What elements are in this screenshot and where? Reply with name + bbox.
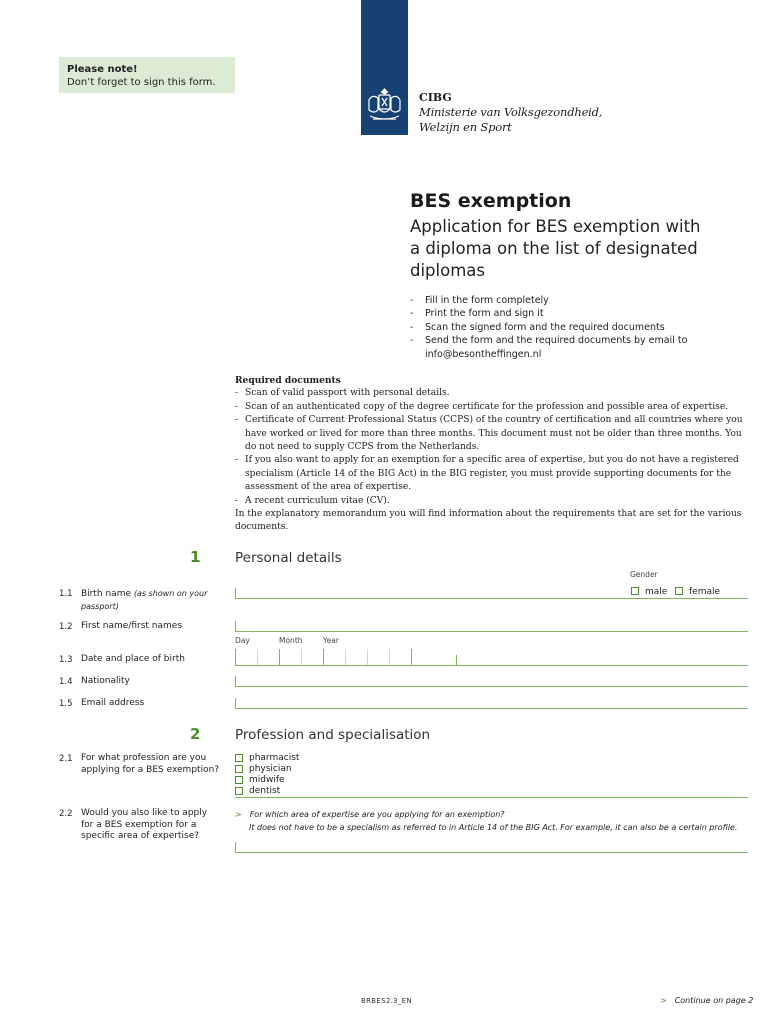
date-box-divider: [345, 649, 346, 665]
gender-female-checkbox[interactable]: [675, 587, 683, 595]
area-expertise-prompt: [235, 808, 737, 834]
month-label: Month: [279, 636, 303, 645]
required-footer: In the explanatory memorandum you will find information about the requirements that are set for the various documents.: [235, 509, 742, 533]
field-label: Would you also like to apply for a BES exemption for a specific area of expertise?: [81, 808, 208, 841]
prompt-text: For which area of expertise are you applying for an exemption?: [249, 810, 505, 819]
required-item: - Certificate of Current Professional Status (CCPS) of the country of certification and all countries where you have worked or lived for more than three months. This document must not be older than three months. You do not need to supply CCPS from the Netherlands.: [235, 414, 750, 454]
input-cursor-mark: [235, 842, 236, 852]
date-box-divider: [389, 649, 390, 665]
input-cursor-mark: [235, 698, 236, 708]
field-label-hint: (as shown on your passport): [81, 589, 208, 611]
field-number: 1.4: [59, 677, 73, 687]
required-heading: Required documents: [235, 375, 341, 386]
profession-label: physician: [249, 764, 292, 774]
first-name-field[interactable]: [235, 631, 748, 632]
field-number: 1.1: [59, 589, 73, 599]
royal-coat-of-arms-icon: [364, 86, 405, 124]
required-item: - Scan of valid passport with personal details.: [235, 387, 750, 400]
note-text: Don’t forget to sign this form.: [67, 77, 216, 88]
input-cursor-mark: [235, 621, 236, 631]
logo-org: CIBG: [419, 91, 452, 104]
profession-label: pharmacist: [249, 753, 300, 763]
page-subtitle: Application for BES exemption with a diploma on the list of designated diplomas: [410, 217, 701, 280]
field-label: First name/first names: [81, 621, 183, 631]
gender-female-label: female: [689, 587, 721, 597]
area-expertise-field[interactable]: [235, 852, 748, 853]
continue-text: Continue on page 2: [674, 996, 754, 1005]
dentist-checkbox[interactable]: [235, 787, 243, 795]
field-number: 1.5: [59, 699, 73, 709]
profession-label: midwife: [249, 775, 285, 785]
field-label: For what profession are you applying for a BES exemption?: [81, 753, 220, 775]
gender-male-label: male: [645, 587, 668, 597]
logo-line2: Ministerie van Volksgezondheid,: [419, 105, 603, 119]
form-code: BRBES2.3_EN: [361, 997, 412, 1005]
date-place-birth-field[interactable]: [235, 665, 748, 666]
field-number: 2.2: [59, 809, 73, 819]
field-label: Date and place of birth: [81, 654, 185, 664]
input-cursor-mark: [235, 676, 236, 686]
field-label: [81, 588, 221, 613]
date-box-divider: [235, 649, 236, 665]
required-documents: [235, 374, 750, 535]
prompt-hint: It does not have to be a specialism as referred to in Article 14 of the BIG Act. For example, it can also be a certain profile.: [249, 823, 738, 832]
place-cursor-mark: [456, 655, 457, 665]
field-label-text: Birth name: [81, 589, 131, 599]
email-field[interactable]: [235, 708, 748, 709]
gender-male-checkbox[interactable]: [631, 587, 639, 595]
please-note-box: [59, 57, 235, 93]
instruction-item: - Scan the signed form and the required documents: [410, 321, 710, 334]
input-cursor-mark: [235, 588, 236, 598]
physician-checkbox[interactable]: [235, 765, 243, 773]
note-title: Please note!: [67, 64, 138, 75]
date-box-divider: [367, 649, 368, 665]
field-number: 1.2: [59, 622, 73, 632]
nationality-field[interactable]: [235, 686, 748, 687]
date-box-divider: [257, 649, 258, 665]
instruction-item: - Send the form and the required documents by email to info@besontheffingen.nl: [410, 334, 710, 361]
logo-band: [361, 0, 408, 135]
field-label: Email address: [81, 698, 145, 708]
section-title: Personal details: [235, 550, 342, 566]
ministry-logo-text: [419, 91, 602, 135]
day-label: Day: [235, 636, 250, 645]
instruction-item: - Print the form and sign it: [410, 307, 710, 320]
section-title: Profession and specialisation: [235, 727, 431, 743]
page-title: BES exemption: [410, 190, 572, 212]
date-box-divider: [411, 649, 412, 665]
date-box-divider: [279, 649, 280, 665]
arrow-icon: >: [235, 810, 242, 819]
field-number: 1.3: [59, 655, 73, 665]
field-number: 2.1: [59, 754, 73, 764]
continue-note: [660, 996, 753, 1005]
gender-label: Gender: [630, 570, 658, 579]
profession-underline: [235, 797, 748, 798]
date-box-divider: [301, 649, 302, 665]
field-label: Nationality: [81, 676, 130, 686]
section-number: 1: [190, 548, 201, 566]
logo-line3: Welzijn en Sport: [419, 120, 512, 134]
pharmacist-checkbox[interactable]: [235, 754, 243, 762]
year-label: Year: [323, 636, 339, 645]
required-item: - If you also want to apply for an exemption for a specific area of expertise, but you do not have a registered specialism (Article 14 of the BIG Act) in the BIG register, you must provide supporting documents for the assessment of the area of expertise.: [235, 454, 750, 494]
arrow-icon: >: [660, 996, 667, 1005]
required-item: - Scan of an authenticated copy of the degree certificate for the profession and possible area of expertise.: [235, 401, 750, 414]
birth-name-field[interactable]: [235, 598, 748, 599]
instructions-list: [410, 294, 710, 361]
required-item: - A recent curriculum vitae (CV).: [235, 495, 750, 508]
profession-label: dentist: [249, 786, 281, 796]
instruction-item: - Fill in the form completely: [410, 294, 710, 307]
midwife-checkbox[interactable]: [235, 776, 243, 784]
date-box-divider: [323, 649, 324, 665]
section-number: 2: [190, 725, 201, 743]
